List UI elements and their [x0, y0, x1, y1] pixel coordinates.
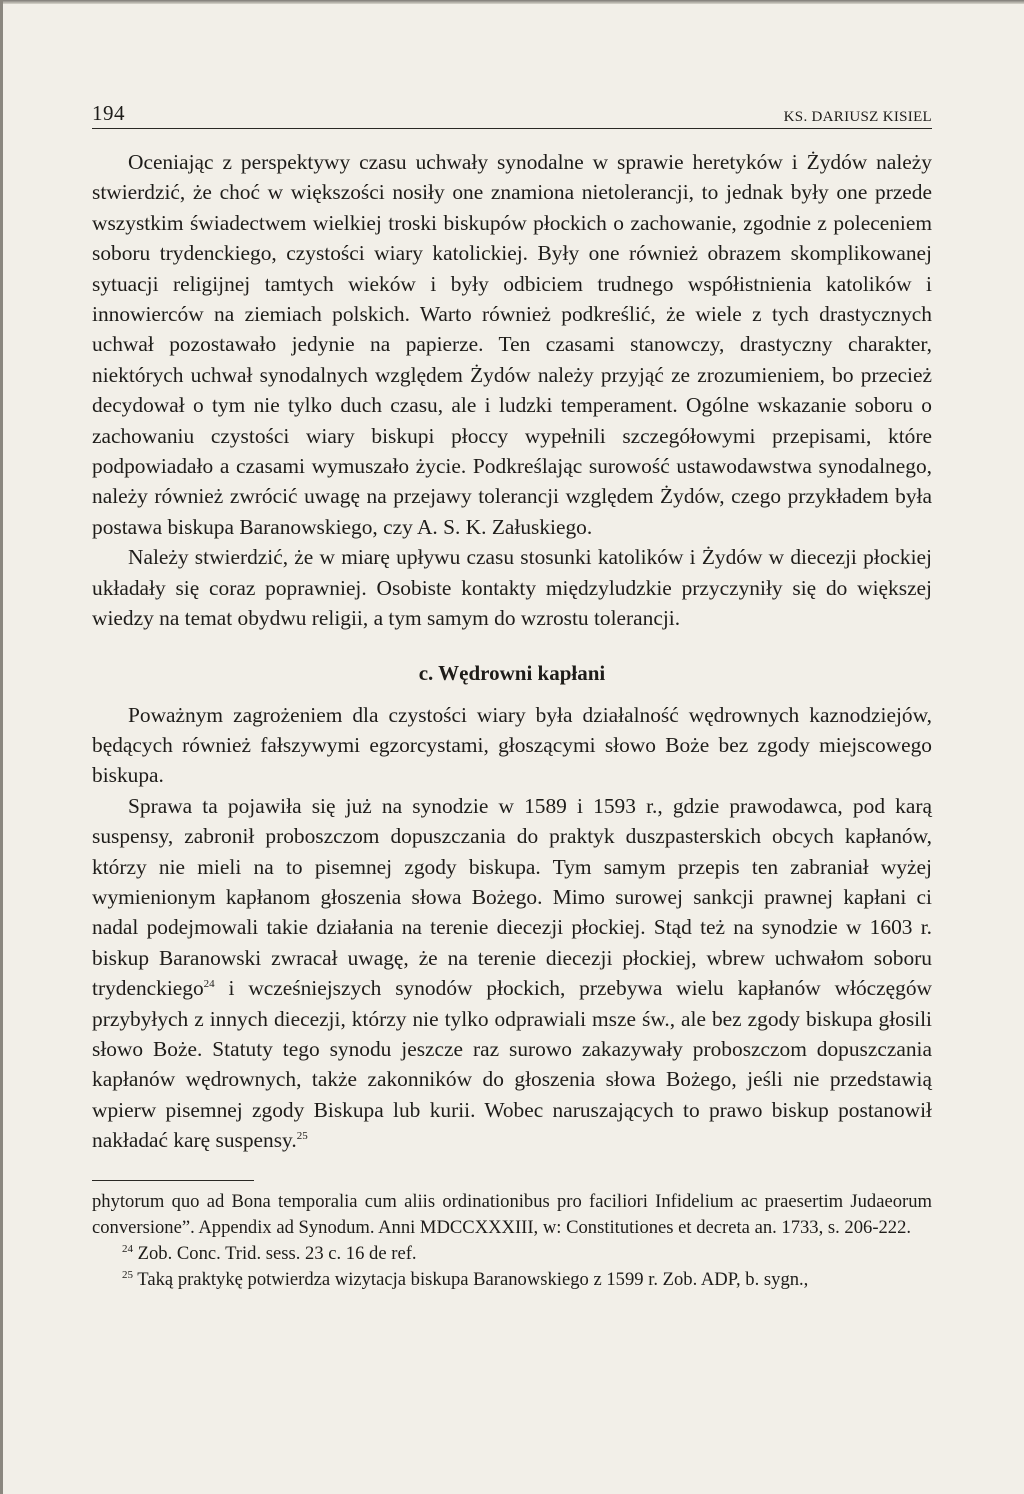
footnote-text: Zob. Conc. Trid. sess. 23 c. 16 de ref.	[133, 1242, 417, 1264]
scan-edge-left	[0, 0, 3, 1494]
footnote-25	[92, 1267, 932, 1293]
footnote-continuation: phytorum quo ad Bona temporalia cum aliis ordinationibus pro faciliori Infidelium ac praesertim Judaeorum conversione”. Appendix ad Synodum. Anni MDCCXXXIII, w: Constitutiones et decreta an. 1733, s. 206-222.	[92, 1190, 932, 1238]
footnote-24	[92, 1241, 932, 1267]
footnote-ref-24: 24	[203, 978, 215, 991]
footnote-text: Taką praktykę potwierdza wizytacja biskupa Baranowskiego z 1599 r. Zob. ADP, b. sygn.,	[133, 1268, 809, 1290]
paragraph: Oceniając z perspektywy czasu uchwały synodalne w sprawie heretyków i Żydów należy stwierdzić, że choć w większości nosiły one znamiona nietolerancji, to jednak były one przede wszystkim świadectwem wielkiej troski biskupów płockich o zachowanie, zgodnie z poleceniem soboru trydenckiego, czystości wiary katolickiej. Były one również obrazem skomplikowanej sytuacji religijnej tamtych wieków i były odbiciem trudnego współistnienia katolików i innowierców na ziemiach polskich. Warto również podkreślić, że wiele z tych drastycznych uchwał pozostawało jedynie na papierze. Ten czasami stanowczy, drastyczny charakter, niektórych uchwał synodalnych względem Żydów należy przyjąć ze zrozumieniem, bo przecież decydował o tym nie tylko duch czasu, ale i ludzki temperament. Ogólne wskazanie soboru o zachowaniu czystości wiary biskupi płoccy wypełnili szczegółowymi przepisami, które podpowiadało a czasami wymuszało życie. Podkreślając surowość ustawodawstwa synodalnego, należy również zwrócić uwagę na przejawy tolerancji względem Żydów, czego przykładem była postawa biskupa Baranowskiego, czy A. S. K. Załuskiego.	[92, 150, 932, 539]
page-number: 194	[92, 101, 125, 125]
footnotes	[92, 1189, 932, 1293]
scan-edge-top	[0, 0, 1024, 4]
running-head: KS. DARIUSZ KISIEL	[783, 109, 932, 125]
page-header	[92, 96, 932, 129]
paragraph	[92, 791, 932, 1156]
footnote-mark: 25	[122, 1268, 133, 1281]
footnote-divider	[92, 1180, 254, 1181]
main-text	[92, 147, 932, 1156]
footnote-mark: 24	[122, 1242, 133, 1255]
section-heading: c. Wędrowni kapłani	[418, 660, 606, 685]
paragraph-text: Sprawa ta pojawiła się już na synodzie w 1589 i 1593 r., gdzie prawodawca, pod karą suspensy, zabronił proboszczom dopuszczania do praktyk duszpasterskich obcych kapłanów, którzy nie mieli na to pisemnej zgody biskupa. Tym samym przepis ten zabraniał wyżej wymienionym kapłanom głoszenia słowa Bożego. Mimo surowej sankcji prawnej kapłani ci nadal podejmowali takie działania na terenie diecezji płockiej. Stąd też na synodzie w 1603 r. biskup Baranowski zwracał uwagę, że na terenie diecezji płockiej, wbrew uchwałom soboru trydenckiego	[92, 793, 932, 1001]
paragraph: Należy stwierdzić, że w miarę upływu czasu stosunki katolików i Żydów w diecezji płockiej układały się coraz poprawniej. Osobiste kontakty międzyludzkie przyczyniły się do większej wiedzy na temat obydwu religii, a tym samym do wzrostu tolerancji.	[92, 545, 932, 631]
paragraph: Poważnym zagrożeniem dla czystości wiary była działalność wędrownych kaznodziejów, będących również fałszywymi egzorcystami, głoszącymi słowo Boże bez zgody miejscowego biskupa.	[92, 702, 932, 788]
paragraph-text: i wcześniejszych synodów płockich, przebywa wielu kapłanów włóczęgów przybyłych z innych diecezji, którzy nie tylko odprawiali msze św., ale bez zgody biskupa głosili słowo Boże. Statuty tego synodu jeszcze raz surowo zakazywały proboszczom dopuszczania kapłanów wędrownych, także zakonników do głoszenia słowa Bożego, jeśli nie przedstawią wpierw pisemnej zgody Biskupa lub kurii. Wobec naruszających to prawo biskup postanowił nakładać karę suspensy.	[92, 976, 932, 1153]
footnote-ref-25: 25	[296, 1130, 308, 1143]
book-page	[92, 96, 932, 1293]
